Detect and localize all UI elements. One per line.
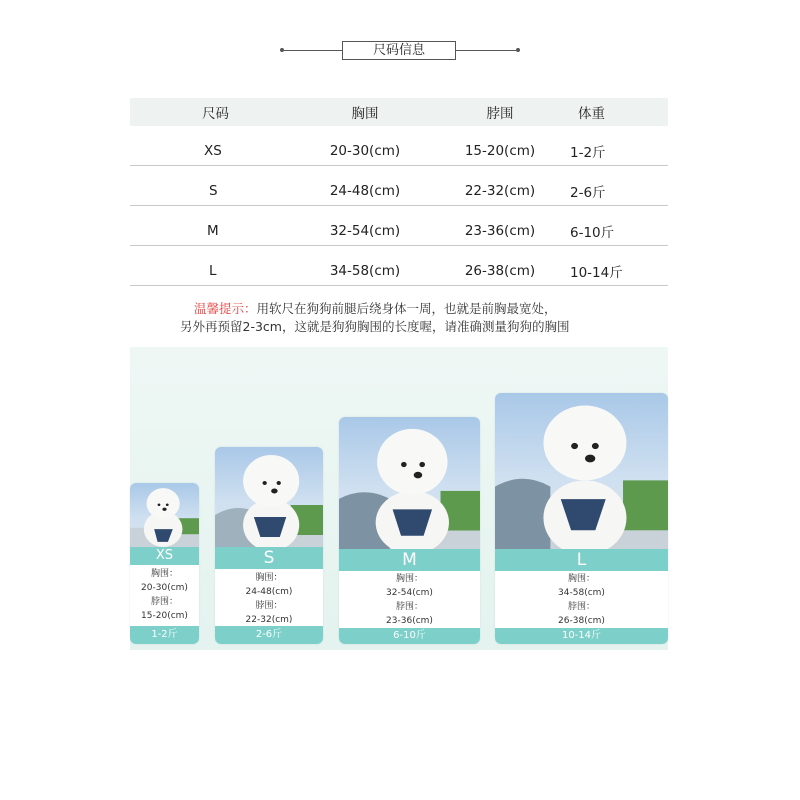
chest-value: 20-30(cm) [141, 583, 188, 593]
table-row [130, 126, 668, 166]
table-cell-neck: 23-36(cm) [464, 222, 536, 239]
chest-value: 32-54(cm) [386, 588, 433, 598]
chest-label: 胸围： [395, 574, 423, 584]
header-right-dot [516, 48, 520, 52]
table-row [130, 246, 668, 286]
neck-label: 脖围： [395, 602, 423, 612]
table-cell-chest: 34-58(cm) [329, 262, 401, 279]
dog-photo-icon [339, 417, 480, 549]
weight-band: 1-2斤 [130, 626, 199, 644]
tip-label: 温馨提示： [194, 301, 257, 316]
tip-line-1 [194, 300, 557, 318]
table-row [130, 206, 668, 246]
size-card-m [339, 417, 480, 644]
size-card-l [495, 393, 668, 644]
table-header [130, 98, 668, 126]
neck-value: 22-32(cm) [245, 615, 293, 625]
column-header-neck: 脖围 [486, 106, 514, 122]
tip-text-1: 用软尺在狗狗前腿后绕身体一周，也就是前胸最宽处， [256, 301, 557, 316]
table-cell-neck: 26-38(cm) [464, 262, 536, 279]
neck-value: 26-38(cm) [558, 616, 605, 626]
size-table [130, 98, 668, 286]
neck-label: 脖围： [255, 601, 283, 611]
size-card-s [215, 447, 323, 644]
table-cell-size: S [209, 182, 218, 199]
size-band: M [339, 549, 480, 571]
chest-label: 胸围： [255, 573, 283, 583]
chest-value: 24-48(cm) [245, 587, 293, 597]
weight-band: 10-14斤 [495, 628, 668, 644]
table-cell-weight: 2-6斤 [570, 184, 606, 201]
header-right-line [456, 50, 516, 51]
dog-photo-icon [215, 447, 323, 547]
table-cell-neck: 22-32(cm) [464, 182, 536, 199]
section-title: 尺码信息 [342, 41, 456, 60]
neck-label: 脖围： [150, 597, 178, 607]
table-cell-chest: 24-48(cm) [329, 182, 401, 199]
size-card-xs [130, 483, 199, 644]
weight-band: 2-6斤 [215, 626, 323, 644]
table-cell-size: XS [204, 142, 222, 159]
header-left-line [284, 50, 342, 51]
weight-band: 6-10斤 [339, 628, 480, 644]
size-band: L [495, 549, 668, 571]
table-cell-chest: 32-54(cm) [329, 222, 401, 239]
table-cell-neck: 15-20(cm) [464, 142, 536, 159]
column-header-weight: 体重 [578, 106, 605, 122]
table-cell-weight: 1-2斤 [570, 144, 606, 161]
table-cell-weight: 10-14斤 [570, 264, 623, 281]
size-band: S [215, 547, 323, 569]
chest-label: 胸围： [150, 569, 178, 579]
table-cell-weight: 6-10斤 [570, 224, 615, 241]
neck-value: 23-36(cm) [386, 616, 433, 626]
table-row [130, 166, 668, 206]
column-header-chest: 胸围 [351, 106, 379, 122]
column-header-size: 尺码 [202, 106, 229, 122]
table-cell-size: M [207, 222, 219, 239]
chest-label: 胸围： [567, 574, 595, 584]
size-cards-panel [130, 347, 668, 650]
table-cell-chest: 20-30(cm) [329, 142, 401, 159]
table-cell-size: L [209, 262, 217, 279]
neck-label: 脖围： [567, 602, 595, 612]
size-band: XS [130, 547, 199, 565]
tip-line-2: 另外再预留2-3cm，这就是狗狗胸围的长度喔，请准确测量狗狗的胸围 [180, 319, 570, 334]
chest-value: 34-58(cm) [558, 588, 605, 598]
dog-photo-icon [495, 393, 668, 549]
dog-photo-icon [130, 483, 199, 547]
neck-value: 15-20(cm) [141, 611, 188, 621]
